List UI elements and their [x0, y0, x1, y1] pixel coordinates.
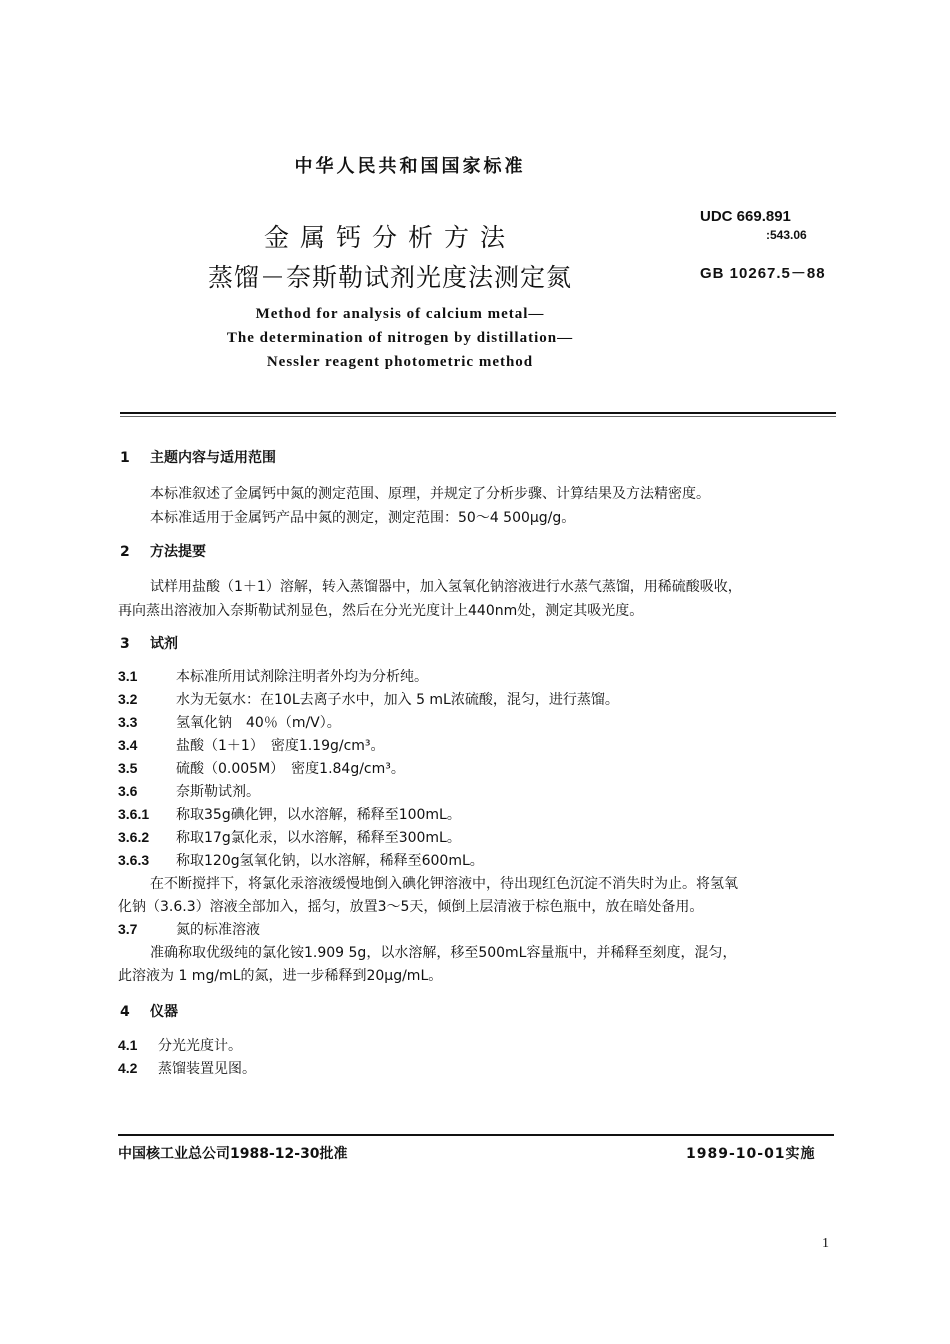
- item-text: 盐酸（1＋1） 密度1.19g/cm³。: [176, 738, 385, 754]
- item-text: 蒸馏装置见图。: [158, 1061, 256, 1077]
- section-4-title: 仪器: [150, 1004, 178, 1020]
- item-number: 3.6.3: [118, 852, 150, 868]
- item-text: 氮的标准溶液: [176, 922, 260, 938]
- standard-solution-line2: 此溶液为 1 mg/mL的氮，进一步稀释到20μg/mL。: [118, 968, 443, 984]
- page-number: 1: [822, 1236, 829, 1251]
- title-en-line3: Nessler reagent photometric method: [266, 354, 534, 370]
- reagent-note-line1: 在不断搅拌下，将氯化汞溶液缓慢地倒入碘化钾溶液中，待出现红色沉淀不消失时为止。将氢氧: [150, 876, 738, 892]
- item-number: 3.2: [118, 691, 138, 707]
- section-3-number: 3: [120, 636, 130, 652]
- approval-date: 中国核工业总公司1988-12-30批准: [118, 1146, 348, 1162]
- item-number: 3.3: [118, 714, 138, 730]
- section-1-para-1: 本标准叙述了金属钙中氮的测定范围、原理，并规定了分析步骤、计算结果及方法精密度。: [150, 486, 710, 502]
- standard-solution-line1: 准确称取优级纯的氯化铵1.909 5g，以水溶解，移至500mL容量瓶中，并稀释至刻度，混匀，: [150, 945, 737, 961]
- item-number: 3.4: [118, 737, 138, 753]
- item-number: 4.2: [118, 1060, 138, 1076]
- item-text: 称取35g碘化钾，以水溶解，稀释至100mL。: [176, 807, 461, 823]
- item-text: 氢氧化钠 40％（m/V）。: [176, 715, 341, 731]
- reagent-item: [118, 735, 385, 755]
- item-text: 本标准所用试剂除注明者外均为分析纯。: [176, 669, 428, 685]
- item-number: 3.6.1: [118, 806, 150, 822]
- reagent-item: [118, 666, 428, 686]
- title-en-line2: The determination of nitrogen by distillation—: [226, 330, 574, 346]
- gb-number: GB 10267.5－88: [700, 265, 826, 282]
- item-text: 称取120g氢氧化钠，以水溶解，稀释至600mL。: [176, 853, 484, 869]
- section-2-heading: [120, 541, 206, 561]
- instrument-item: [118, 1035, 242, 1055]
- item-text: 称取17g氯化汞，以水溶解，稀释至300mL。: [176, 830, 461, 846]
- item-text: 分光光度计。: [158, 1038, 242, 1054]
- reagent-item: [118, 781, 260, 801]
- item-number: 3.6.2: [118, 829, 150, 845]
- section-2-para-line2: 再向蒸出溶液加入奈斯勒试剂显色，然后在分光光度计上440nm处，测定其吸光度。: [118, 603, 644, 619]
- reagent-item: [118, 758, 405, 778]
- item-text: 奈斯勒试剂。: [176, 784, 260, 800]
- title-cn-line1: 金属钙分析方法: [263, 223, 516, 252]
- reagent-note-line2: 化钠（3.6.3）溶液全部加入，摇匀，放置3～5天，倾倒上层清液于棕色瓶中，放在暗处备用。: [118, 899, 704, 915]
- item-number: 3.6: [118, 783, 138, 799]
- item-number: 3.7: [118, 921, 138, 937]
- section-1-heading: [120, 447, 276, 467]
- section-1-number: 1: [120, 450, 130, 466]
- reagent-item: [118, 850, 484, 870]
- item-number: 4.1: [118, 1037, 138, 1053]
- header-divider: [120, 412, 836, 414]
- udc-code: UDC 669.891: [700, 208, 791, 225]
- title-cn-line2: 蒸馏－奈斯勒试剂光度法测定氮: [207, 263, 572, 292]
- item-number: 3.1: [118, 668, 138, 684]
- reagent-item: [118, 827, 461, 847]
- section-3-title: 试剂: [150, 636, 178, 652]
- item-text: 硫酸（0.005M） 密度1.84g/cm³。: [176, 761, 405, 777]
- section-2-title: 方法提要: [150, 544, 206, 560]
- reagent-item: [118, 689, 619, 709]
- udc-code-sub: :543.06: [766, 228, 807, 242]
- national-standard-label: 中华人民共和国国家标准: [294, 156, 526, 177]
- section-4-number: 4: [120, 1004, 130, 1020]
- item-number: 3.5: [118, 760, 138, 776]
- reagent-item: [118, 712, 341, 732]
- item-text: 水为无氨水：在10L去离子水中，加入 5 mL浓硫酸，混匀，进行蒸馏。: [176, 692, 619, 708]
- implementation-date: 1989-10-01实施: [686, 1146, 816, 1162]
- section-2-number: 2: [120, 544, 130, 560]
- instrument-item: [118, 1058, 256, 1078]
- section-1-para-2: 本标准适用于金属钙产品中氮的测定，测定范围：50～4 500μg/g。: [150, 510, 576, 526]
- section-2-para-line1: 试样用盐酸（1＋1）溶解，转入蒸馏器中，加入氢氧化钠溶液进行水蒸气蒸馏，用稀硫酸吸收，: [150, 579, 742, 595]
- title-en-line1: Method for analysis of calcium metal—: [255, 306, 545, 322]
- header-divider-thin: [120, 416, 836, 417]
- section-1-title: 主题内容与适用范围: [150, 450, 276, 466]
- section-3-heading: [120, 633, 178, 653]
- reagent-item: [118, 919, 260, 939]
- reagent-item: [118, 804, 461, 824]
- section-4-heading: [120, 1001, 178, 1021]
- footer-divider: [118, 1134, 834, 1136]
